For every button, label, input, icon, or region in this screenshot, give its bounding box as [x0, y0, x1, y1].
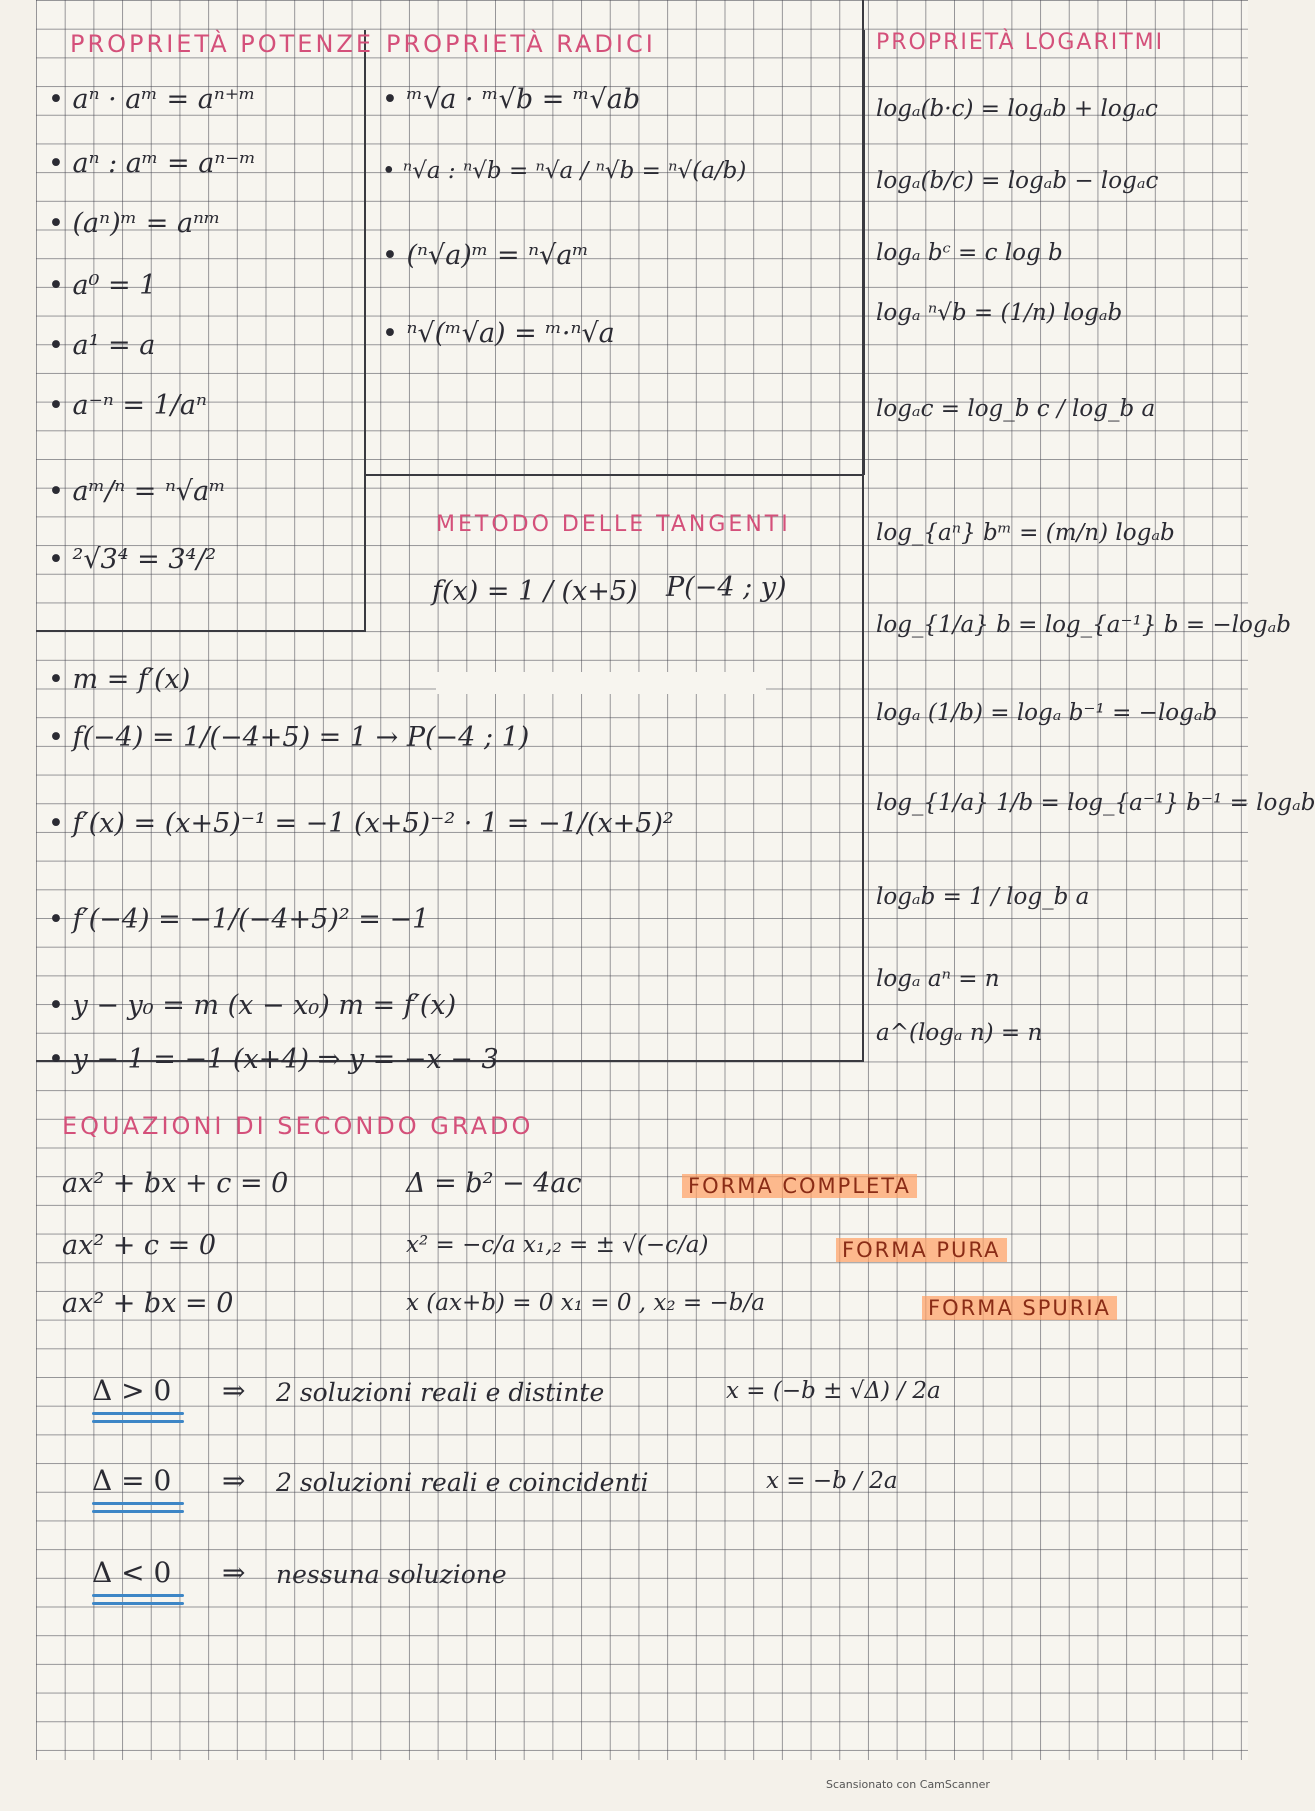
- logs-formula-10: logₐb = 1 / log_b a: [876, 884, 1090, 910]
- quadratic-title: EQUAZIONI DI SECONDO GRADO: [62, 1112, 534, 1140]
- delta-positive-arrow: ⇒: [222, 1374, 246, 1407]
- roots-formula-3: • (ⁿ√a)ᵐ = ⁿ√aᵐ: [382, 240, 589, 271]
- tangents-step-2: • f(−4) = 1/(−4+5) = 1 → P(−4 ; 1): [48, 722, 530, 753]
- tangents-title: METODO DELLE TANGENTI: [436, 512, 791, 537]
- quadratic-pure-mid: x² = −c/a x₁,₂ = ± √(−c/a): [406, 1232, 709, 1258]
- powers-formula-4: • a⁰ = 1: [48, 270, 157, 301]
- logs-formula-2: logₐ(b/c) = logₐb − logₐc: [876, 168, 1159, 194]
- powers-formula-5: • a¹ = a: [48, 330, 156, 361]
- tangents-step-1: • m = f′(x): [48, 664, 191, 695]
- logs-formula-12: a^(logₐ n) = n: [876, 1020, 1043, 1046]
- label-forma-pura: FORMA PURA: [836, 1238, 1007, 1262]
- powers-formula-8: • ²√3⁴ = 3⁴/²: [48, 544, 217, 575]
- logs-formula-7: log_{1/a} b = log_{a⁻¹} b = −logₐb: [876, 612, 1291, 638]
- delta-negative-arrow: ⇒: [222, 1556, 246, 1589]
- scanner-footer: Scansionato con CamScanner: [826, 1778, 990, 1791]
- quadratic-spurious-mid: x (ax+b) = 0 x₁ = 0 , x₂ = −b/a: [406, 1290, 765, 1316]
- delta-zero-underline: [92, 1502, 184, 1505]
- delta-zero-text: 2 soluzioni reali e coincidenti: [276, 1468, 649, 1497]
- delta-negative-text: nessuna soluzione: [276, 1560, 507, 1589]
- logs-formula-1: logₐ(b·c) = logₐb + logₐc: [876, 96, 1158, 122]
- roots-formula-4: • ⁿ√(ᵐ√a) = ᵐ·ⁿ√a: [382, 318, 615, 349]
- logs-formula-3: logₐ bᶜ = c log b: [876, 240, 1063, 266]
- logs-formula-8: logₐ (1/b) = logₐ b⁻¹ = −logₐb: [876, 700, 1218, 726]
- roots-title: PROPRIETÀ RADICI: [386, 30, 656, 58]
- quadratic-complete-mid: Δ = b² − 4ac: [406, 1168, 582, 1199]
- tangents-step-6: • y − 1 = −1 (x+4) ⇒ y = −x − 3: [48, 1044, 499, 1075]
- tangents-point: P(−4 ; y): [666, 572, 787, 603]
- divider-roots-bottom: [364, 474, 864, 476]
- powers-title: PROPRIETÀ POTENZE: [70, 30, 375, 58]
- quadratic-spurious-eq: ax² + bx = 0: [62, 1288, 234, 1319]
- divider-roots-right: [863, 30, 865, 475]
- delta-zero-cond: Δ = 0: [92, 1464, 172, 1497]
- label-forma-spuria: FORMA SPURIA: [922, 1296, 1117, 1320]
- delta-negative-underline: [92, 1594, 184, 1597]
- divider-powers-bottom: [36, 630, 366, 632]
- delta-positive-cond: Δ > 0: [92, 1374, 172, 1407]
- logs-formula-9: log_{1/a} 1/b = log_{a⁻¹} b⁻¹ = logₐb: [876, 790, 1315, 816]
- powers-formula-7: • aᵐ/ⁿ = ⁿ√aᵐ: [48, 476, 226, 507]
- label-forma-completa: FORMA COMPLETA: [682, 1174, 917, 1198]
- quadratic-pure-eq: ax² + c = 0: [62, 1230, 217, 1261]
- delta-positive-underline: [92, 1412, 184, 1415]
- delta-negative-cond: Δ < 0: [92, 1556, 172, 1589]
- roots-formula-1: • ᵐ√a · ᵐ√b = ᵐ√ab: [382, 84, 641, 115]
- erased-area: [436, 672, 766, 694]
- delta-zero-arrow: ⇒: [222, 1464, 246, 1497]
- quadratic-complete-eq: ax² + bx + c = 0: [62, 1168, 289, 1199]
- delta-negative-underline-2: [92, 1602, 184, 1605]
- logs-formula-5: logₐc = log_b c / log_b a: [876, 396, 1156, 422]
- powers-formula-2: • aⁿ : aᵐ = aⁿ⁻ᵐ: [48, 148, 257, 179]
- delta-zero-underline-2: [92, 1510, 184, 1513]
- tangents-step-3: • f′(x) = (x+5)⁻¹ = −1 (x+5)⁻² · 1 = −1/(x+5)²: [48, 808, 674, 839]
- notebook-page: [36, 0, 1315, 1760]
- powers-formula-6: • a⁻ⁿ = 1/aⁿ: [48, 390, 207, 421]
- delta-positive-text: 2 soluzioni reali e distinte: [276, 1378, 605, 1407]
- roots-formula-2: • ⁿ√a : ⁿ√b = ⁿ√a / ⁿ√b = ⁿ√(a/b): [382, 158, 747, 184]
- logs-title: PROPRIETÀ LOGARITMI: [876, 30, 1165, 55]
- tangents-step-4: • f′(−4) = −1/(−4+5)² = −1: [48, 904, 430, 935]
- delta-positive-underline-2: [92, 1420, 184, 1423]
- tangents-function: f(x) = 1 / (x+5): [432, 576, 638, 607]
- tangents-step-5: • y − y₀ = m (x − x₀) m = f′(x): [48, 990, 457, 1021]
- powers-formula-1: • aⁿ · aᵐ = aⁿ⁺ᵐ: [48, 84, 256, 115]
- logs-formula-6: log_{aⁿ} bᵐ = (m/n) logₐb: [876, 520, 1175, 546]
- powers-formula-3: • (aⁿ)ᵐ = aⁿᵐ: [48, 208, 221, 239]
- divider-left: [364, 30, 366, 630]
- logs-formula-11: logₐ aⁿ = n: [876, 966, 1000, 992]
- delta-positive-formula: x = (−b ± √Δ) / 2a: [726, 1378, 941, 1404]
- delta-zero-formula: x = −b / 2a: [766, 1468, 898, 1494]
- logs-formula-4: logₐ ⁿ√b = (1/n) logₐb: [876, 300, 1123, 326]
